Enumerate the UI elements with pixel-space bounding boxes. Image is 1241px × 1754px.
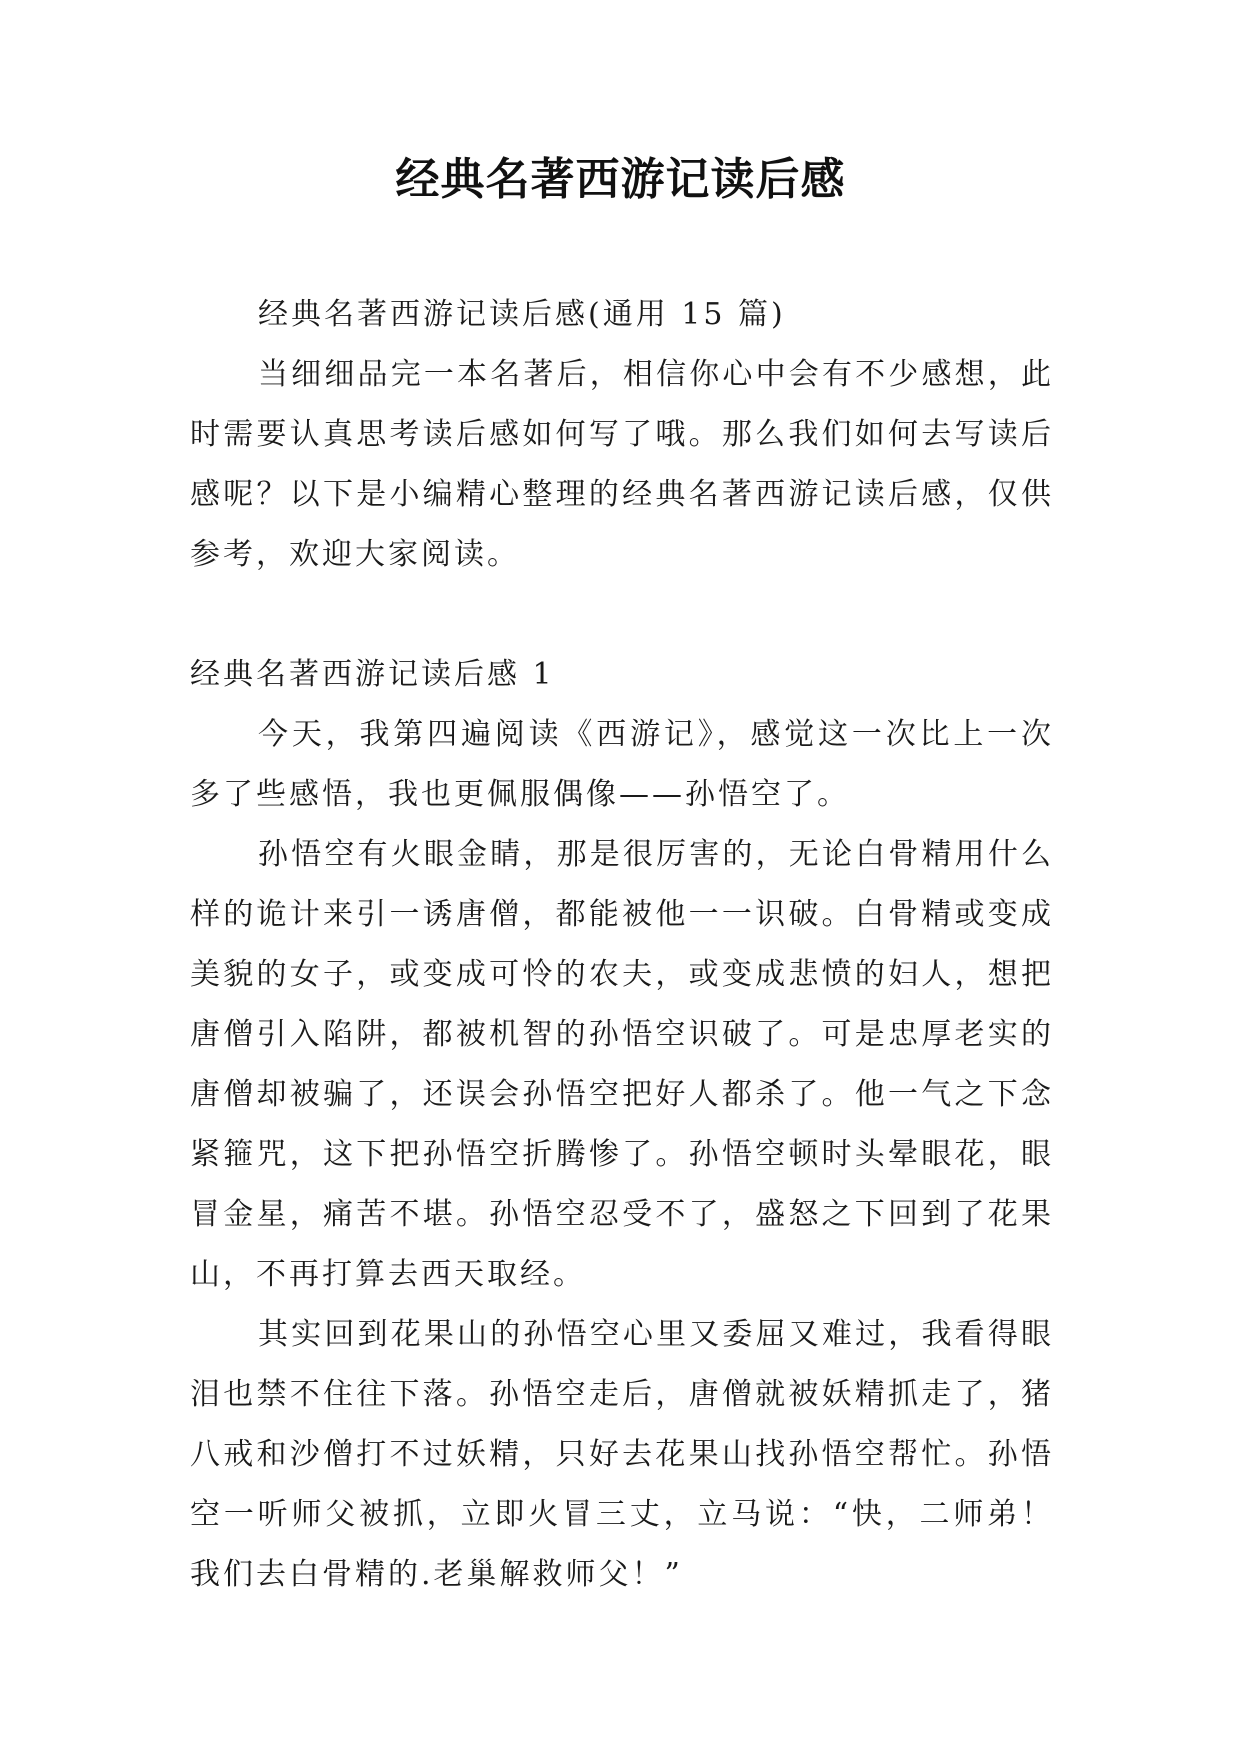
paragraph-gap <box>190 585 1054 645</box>
body-paragraph-3: 其实回到花果山的孙悟空心里又委屈又难过，我看得眼泪也禁不住往下落。孙悟空走后，唐僧就被妖精抓走了，猪八戒和沙僧打不过妖精，只好去花果山找孙悟空帮忙。孙悟空一听师父被抓，立即火冒三丈，立马说：“快，二师弟！我们去白骨精的.老巢解救师父！” <box>190 1317 1054 1592</box>
document-title: 经典名著西游记读后感 <box>395 154 846 205</box>
document-subtitle: 经典名著西游记读后感(通用 15 篇) <box>258 297 786 332</box>
body-paragraph-1: 今天，我第四遍阅读《西游记》，感觉这一次比上一次多了些感悟，我也更佩服偶像——孙悟空了。 <box>190 717 1054 812</box>
intro-paragraph: 当细细品完一本名著后，相信你心中会有不少感想，此时需要认真思考读后感如何写了哦。那么我们如何去写读后感呢？以下是小编精心整理的经典名著西游记读后感，仅供参考，欢迎大家阅读。 <box>190 357 1054 572</box>
document-body <box>190 285 1054 1605</box>
body-paragraph-2: 孙悟空有火眼金睛，那是很厉害的，无论白骨精用什么样的诡计来引一诱唐僧，都能被他一一识破。白骨精或变成美貌的女子，或变成可怜的农夫，或变成悲愤的妇人，想把唐僧引入陷阱，都被机智的孙悟空识破了。可是忠厚老实的唐僧却被骗了，还误会孙悟空把好人都杀了。他一气之下念紧箍咒，这下把孙悟空折腾惨了。孙悟空顿时头晕眼花，眼冒金星，痛苦不堪。孙悟空忍受不了，盛怒之下回到了花果山，不再打算去西天取经。 <box>190 837 1054 1292</box>
section-heading: 经典名著西游记读后感 1 <box>190 657 555 692</box>
